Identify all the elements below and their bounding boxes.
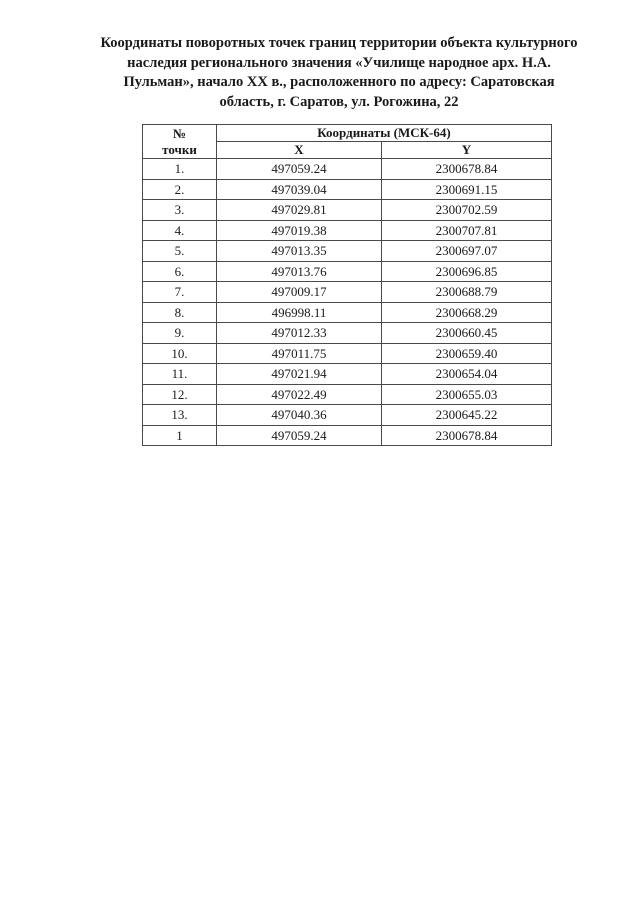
table-row	[143, 159, 552, 180]
table-row	[143, 261, 552, 282]
x-coordinate-cell: 497012.33	[217, 323, 382, 344]
point-number-header-label: точки	[162, 141, 197, 157]
y-coordinate-cell: 2300707.81	[382, 220, 552, 241]
point-number-header	[143, 125, 217, 159]
x-coordinate-cell: 497009.17	[217, 282, 382, 303]
table-row	[143, 343, 552, 364]
y-coordinate-cell: 2300697.07	[382, 241, 552, 262]
y-coordinate-cell: 2300660.45	[382, 323, 552, 344]
point-number-cell: 1.	[143, 159, 217, 180]
y-coordinate-cell: 2300654.04	[382, 364, 552, 385]
x-coordinate-cell: 497040.36	[217, 405, 382, 426]
table-body	[143, 159, 552, 446]
y-coordinate-cell: 2300678.84	[382, 425, 552, 446]
y-coordinate-cell: 2300702.59	[382, 200, 552, 221]
coordinates-table	[142, 124, 552, 446]
point-number-cell: 2.	[143, 179, 217, 200]
point-number-cell: 12.	[143, 384, 217, 405]
table-row	[143, 220, 552, 241]
point-number-cell: 11.	[143, 364, 217, 385]
point-number-cell: 7.	[143, 282, 217, 303]
coordinates-group-header: Координаты (МСК-64)	[217, 125, 552, 142]
x-coordinate-cell: 497011.75	[217, 343, 382, 364]
table-row	[143, 323, 552, 344]
title-line: Координаты поворотных точек границ территории объекта культурного	[100, 35, 578, 51]
x-coordinate-cell: 497019.38	[217, 220, 382, 241]
table-row	[143, 200, 552, 221]
point-number-cell: 6.	[143, 261, 217, 282]
title-line: область, г. Саратов, ул. Рогожина, 22	[219, 93, 459, 110]
table-header-row	[143, 125, 552, 142]
x-coordinate-cell: 497013.76	[217, 261, 382, 282]
y-coordinate-cell: 2300645.22	[382, 405, 552, 426]
x-coordinate-cell: 497021.94	[217, 364, 382, 385]
y-coordinate-cell: 2300691.15	[382, 179, 552, 200]
point-number-cell: 5.	[143, 241, 217, 262]
table-row	[143, 241, 552, 262]
point-number-cell: 8.	[143, 302, 217, 323]
y-coordinate-cell: 2300668.29	[382, 302, 552, 323]
x-coordinate-cell: 497022.49	[217, 384, 382, 405]
table-row	[143, 179, 552, 200]
point-number-cell: 4.	[143, 220, 217, 241]
x-coordinate-cell: 496998.11	[217, 302, 382, 323]
point-number-cell: 3.	[143, 200, 217, 221]
table-row	[143, 425, 552, 446]
point-number-header-symbol: №	[172, 125, 187, 141]
point-number-cell: 9.	[143, 323, 217, 344]
y-coordinate-cell: 2300688.79	[382, 282, 552, 303]
point-number-cell: 1	[143, 425, 217, 446]
document-title	[78, 34, 600, 112]
table-row	[143, 405, 552, 426]
point-number-cell: 10.	[143, 343, 217, 364]
table-row	[143, 302, 552, 323]
y-coordinate-cell: 2300696.85	[382, 261, 552, 282]
title-line: Пульман», начало XX в., расположенного по адресу: Саратовская	[123, 74, 555, 90]
point-number-cell: 13.	[143, 405, 217, 426]
x-coordinate-cell: 497059.24	[217, 159, 382, 180]
y-coordinate-cell: 2300678.84	[382, 159, 552, 180]
x-coordinate-cell: 497059.24	[217, 425, 382, 446]
x-column-header: X	[217, 142, 382, 159]
x-coordinate-cell: 497039.04	[217, 179, 382, 200]
x-coordinate-cell: 497013.35	[217, 241, 382, 262]
x-coordinate-cell: 497029.81	[217, 200, 382, 221]
y-coordinate-cell: 2300655.03	[382, 384, 552, 405]
y-column-header: Y	[382, 142, 552, 159]
table-row	[143, 384, 552, 405]
title-line: наследия регионального значения «Училище народное арх. Н.А.	[127, 54, 551, 71]
table-row	[143, 282, 552, 303]
y-coordinate-cell: 2300659.40	[382, 343, 552, 364]
table-row	[143, 364, 552, 385]
